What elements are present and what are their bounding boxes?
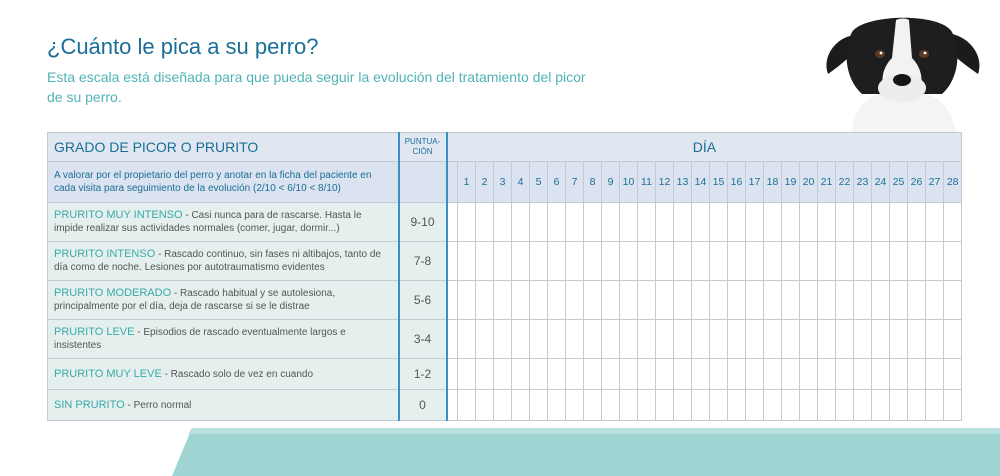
day-entry-cell[interactable] [890, 242, 908, 281]
grade-score: 0 [399, 390, 447, 421]
day-entry-cell[interactable] [800, 242, 818, 281]
day-number: 14 [692, 162, 710, 203]
day-entry-cell[interactable] [764, 281, 782, 320]
day-number: 19 [782, 162, 800, 203]
day-number: 28 [944, 162, 962, 203]
day-entry-cell[interactable] [530, 242, 548, 281]
grade-row [48, 242, 962, 281]
day-entry-cell[interactable] [872, 281, 890, 320]
dog-photo [812, 8, 992, 134]
day-entry-cell[interactable] [566, 359, 584, 390]
day-entry-cell[interactable] [530, 281, 548, 320]
day-entry-cell[interactable] [548, 281, 566, 320]
day-entry-cell[interactable] [818, 390, 836, 421]
day-entry-cell[interactable] [602, 390, 620, 421]
grade-description [48, 390, 399, 421]
day-entry-cell[interactable] [602, 281, 620, 320]
day-number: 27 [926, 162, 944, 203]
day-number: 15 [710, 162, 728, 203]
pruritus-scale-table [47, 132, 962, 421]
day-entry-cell[interactable] [782, 359, 800, 390]
day-entry-cell[interactable] [872, 203, 890, 242]
day-entry-cell[interactable] [458, 390, 476, 421]
day-entry-cell[interactable] [566, 242, 584, 281]
spacer-cell [447, 281, 458, 320]
day-entry-cell[interactable] [710, 320, 728, 359]
grade-detail: - Casi nunca para de rascarse. Hasta le impide realizar sus actividades normales (comer, jugar, dormir...) [54, 210, 362, 234]
day-entry-cell[interactable] [458, 320, 476, 359]
day-entry-cell[interactable] [854, 390, 872, 421]
spacer-cell [447, 359, 458, 390]
day-entry-cell[interactable] [818, 359, 836, 390]
day-entry-cell[interactable] [926, 320, 944, 359]
day-entry-cell[interactable] [566, 203, 584, 242]
day-entry-cell[interactable] [728, 390, 746, 421]
day-entry-cell[interactable] [638, 203, 656, 242]
day-entry-cell[interactable] [890, 359, 908, 390]
grade-description [48, 320, 399, 359]
day-entry-cell[interactable] [494, 320, 512, 359]
day-entry-cell[interactable] [512, 242, 530, 281]
day-entry-cell[interactable] [476, 359, 494, 390]
day-entry-cell[interactable] [908, 242, 926, 281]
day-entry-cell[interactable] [746, 320, 764, 359]
day-number: 9 [602, 162, 620, 203]
grade-row [48, 320, 962, 359]
day-entry-cell[interactable] [512, 320, 530, 359]
day-entry-cell[interactable] [692, 390, 710, 421]
day-entry-cell[interactable] [620, 281, 638, 320]
day-entry-cell[interactable] [746, 242, 764, 281]
day-entry-cell[interactable] [476, 281, 494, 320]
day-entry-cell[interactable] [692, 359, 710, 390]
header-grado: GRADO DE PICOR O PRURITO [48, 133, 399, 162]
page-subtitle: Esta escala está diseñada para que pueda seguir la evolución del tratamiento del picor de su perro. [47, 69, 586, 105]
spacer-cell [447, 390, 458, 421]
day-entry-cell[interactable] [620, 359, 638, 390]
day-entry-cell[interactable] [782, 320, 800, 359]
day-entry-cell[interactable] [854, 281, 872, 320]
day-entry-cell[interactable] [692, 203, 710, 242]
day-entry-cell[interactable] [908, 390, 926, 421]
grade-row [48, 281, 962, 320]
day-entry-cell[interactable] [602, 320, 620, 359]
day-entry-cell[interactable] [764, 320, 782, 359]
day-entry-cell[interactable] [800, 359, 818, 390]
day-entry-cell[interactable] [656, 203, 674, 242]
day-entry-cell[interactable] [638, 359, 656, 390]
day-entry-cell[interactable] [944, 242, 962, 281]
day-entry-cell[interactable] [512, 203, 530, 242]
day-entry-cell[interactable] [692, 281, 710, 320]
day-entry-cell[interactable] [746, 281, 764, 320]
header-puntuacion: PUNTUA-CIÓN [399, 133, 447, 162]
day-entry-cell[interactable] [710, 390, 728, 421]
day-entry-cell[interactable] [908, 320, 926, 359]
day-entry-cell[interactable] [620, 390, 638, 421]
day-entry-cell[interactable] [566, 390, 584, 421]
day-entry-cell[interactable] [620, 242, 638, 281]
grade-name: PRURITO LEVE [54, 326, 135, 338]
day-number: 5 [530, 162, 548, 203]
day-entry-cell[interactable] [854, 242, 872, 281]
day-number: 21 [818, 162, 836, 203]
day-entry-cell[interactable] [476, 242, 494, 281]
day-number: 12 [656, 162, 674, 203]
day-entry-cell[interactable] [890, 203, 908, 242]
day-entry-cell[interactable] [872, 242, 890, 281]
grade-row [48, 359, 962, 390]
day-number: 1 [458, 162, 476, 203]
day-number: 24 [872, 162, 890, 203]
day-entry-cell[interactable] [674, 203, 692, 242]
day-entry-cell[interactable] [782, 390, 800, 421]
day-entry-cell[interactable] [944, 390, 962, 421]
day-entry-cell[interactable] [638, 320, 656, 359]
day-entry-cell[interactable] [620, 203, 638, 242]
day-entry-cell[interactable] [602, 242, 620, 281]
day-entry-cell[interactable] [944, 281, 962, 320]
day-entry-cell[interactable] [800, 390, 818, 421]
day-entry-cell[interactable] [476, 203, 494, 242]
day-entry-cell[interactable] [890, 320, 908, 359]
day-entry-cell[interactable] [872, 359, 890, 390]
page-title: ¿Cuánto le pica a su perro? [47, 34, 319, 59]
day-number: 6 [548, 162, 566, 203]
day-number: 17 [746, 162, 764, 203]
grade-detail: - Episodios de rascado eventualmente largos e insistentes [54, 327, 346, 351]
day-number: 10 [620, 162, 638, 203]
day-entry-cell[interactable] [494, 242, 512, 281]
day-entry-cell[interactable] [872, 320, 890, 359]
day-entry-cell[interactable] [548, 390, 566, 421]
day-number: 25 [890, 162, 908, 203]
spacer-cell [447, 320, 458, 359]
day-entry-cell[interactable] [818, 203, 836, 242]
day-number: 18 [764, 162, 782, 203]
day-entry-cell[interactable] [746, 390, 764, 421]
grade-name: PRURITO MUY INTENSO [54, 209, 183, 221]
day-entry-cell[interactable] [674, 281, 692, 320]
day-entry-cell[interactable] [836, 203, 854, 242]
day-entry-cell[interactable] [638, 242, 656, 281]
day-entry-cell[interactable] [728, 281, 746, 320]
day-entry-cell[interactable] [656, 390, 674, 421]
grade-score: 1-2 [399, 359, 447, 390]
description-cell: A valorar por el propietario del perro y anotar en la ficha del paciente en cada visita para seguimiento de la evolución (2/10 < 6/10 < 8/10) [48, 162, 399, 203]
day-entry-cell[interactable] [926, 359, 944, 390]
day-entry-cell[interactable] [944, 203, 962, 242]
grade-name: PRURITO INTENSO [54, 248, 156, 260]
day-entry-cell[interactable] [548, 203, 566, 242]
day-entry-cell[interactable] [584, 320, 602, 359]
day-entry-cell[interactable] [674, 359, 692, 390]
grade-detail: - Rascado solo de vez en cuando [161, 368, 314, 380]
day-entry-cell[interactable] [764, 203, 782, 242]
day-entry-cell[interactable] [818, 281, 836, 320]
day-number: 23 [854, 162, 872, 203]
day-entry-cell[interactable] [530, 390, 548, 421]
day-entry-cell[interactable] [908, 203, 926, 242]
grade-row [48, 390, 962, 421]
day-entry-cell[interactable] [494, 390, 512, 421]
day-entry-cell[interactable] [656, 281, 674, 320]
puntuacion-blank-cell [399, 162, 447, 203]
day-entry-cell[interactable] [728, 320, 746, 359]
day-entry-cell[interactable] [782, 242, 800, 281]
spacer-cell [447, 242, 458, 281]
day-entry-cell[interactable] [818, 320, 836, 359]
day-number: 20 [800, 162, 818, 203]
day-entry-cell[interactable] [926, 281, 944, 320]
grade-row [48, 203, 962, 242]
day-entry-cell[interactable] [530, 320, 548, 359]
day-entry-cell[interactable] [926, 390, 944, 421]
day-entry-cell[interactable] [458, 359, 476, 390]
day-entry-cell[interactable] [764, 359, 782, 390]
footer-band [0, 428, 1000, 476]
day-entry-cell[interactable] [548, 242, 566, 281]
day-entry-cell[interactable] [620, 320, 638, 359]
grade-score: 9-10 [399, 203, 447, 242]
day-entry-cell[interactable] [782, 203, 800, 242]
day-entry-cell[interactable] [656, 242, 674, 281]
day-entry-cell[interactable] [584, 242, 602, 281]
day-entry-cell[interactable] [836, 320, 854, 359]
grades-body [48, 203, 962, 421]
day-entry-cell[interactable] [566, 281, 584, 320]
day-entry-cell[interactable] [494, 203, 512, 242]
day-entry-cell[interactable] [854, 359, 872, 390]
day-number: 8 [584, 162, 602, 203]
grade-score: 7-8 [399, 242, 447, 281]
grade-name: PRURITO MUY LEVE [54, 367, 162, 380]
grade-score: 3-4 [399, 320, 447, 359]
day-entry-cell[interactable] [602, 203, 620, 242]
day-entry-cell[interactable] [674, 320, 692, 359]
grade-description [48, 281, 399, 320]
day-number: 3 [494, 162, 512, 203]
day-entry-cell[interactable] [908, 359, 926, 390]
grade-name: PRURITO MODERADO [54, 287, 172, 299]
day-entry-cell[interactable] [530, 203, 548, 242]
table-header-row [48, 133, 962, 162]
day-entry-cell[interactable] [692, 320, 710, 359]
day-entry-cell[interactable] [656, 359, 674, 390]
day-entry-cell[interactable] [836, 359, 854, 390]
day-entry-cell[interactable] [944, 359, 962, 390]
day-entry-cell[interactable] [746, 359, 764, 390]
grade-name: SIN PRURITO [54, 398, 125, 411]
day-entry-cell[interactable] [512, 281, 530, 320]
day-number: 7 [566, 162, 584, 203]
day-entry-cell[interactable] [692, 242, 710, 281]
day-entry-cell[interactable] [782, 281, 800, 320]
day-entry-cell[interactable] [458, 242, 476, 281]
day-entry-cell[interactable] [674, 390, 692, 421]
day-number: 26 [908, 162, 926, 203]
day-entry-cell[interactable] [458, 281, 476, 320]
day-entry-cell[interactable] [674, 242, 692, 281]
grade-detail: - Rascado continuo, sin fases ni altibajos, tanto de día como de noche. Lesiones por autotraumatismo evidentes [54, 249, 381, 273]
day-number: 2 [476, 162, 494, 203]
day-entry-cell[interactable] [710, 242, 728, 281]
grade-detail: - Rascado habitual y se autolesiona, principalmente por el día, deja de rascarse si se le distrae [54, 288, 336, 312]
day-entry-cell[interactable] [638, 281, 656, 320]
day-entry-cell[interactable] [944, 320, 962, 359]
day-entry-cell[interactable] [854, 203, 872, 242]
day-entry-cell[interactable] [908, 281, 926, 320]
day-entry-cell[interactable] [800, 281, 818, 320]
grade-detail: - Perro normal [124, 399, 192, 411]
day-entry-cell[interactable] [494, 281, 512, 320]
day-entry-cell[interactable] [818, 242, 836, 281]
header-dia: DÍA [447, 133, 962, 162]
day-entry-cell[interactable] [584, 390, 602, 421]
day-entry-cell[interactable] [728, 242, 746, 281]
spacer-cell [447, 203, 458, 242]
day-entry-cell[interactable] [890, 281, 908, 320]
day-number: 4 [512, 162, 530, 203]
day-entry-cell[interactable] [584, 203, 602, 242]
day-entry-cell[interactable] [584, 359, 602, 390]
day-entry-cell[interactable] [746, 203, 764, 242]
day-entry-cell[interactable] [512, 390, 530, 421]
day-entry-cell[interactable] [602, 359, 620, 390]
grade-score: 5-6 [399, 281, 447, 320]
day-entry-cell[interactable] [566, 320, 584, 359]
day-number: 16 [728, 162, 746, 203]
day-entry-cell[interactable] [494, 359, 512, 390]
day-entry-cell[interactable] [800, 203, 818, 242]
day-entry-cell[interactable] [476, 390, 494, 421]
grade-description [48, 242, 399, 281]
day-entry-cell[interactable] [476, 320, 494, 359]
day-entry-cell[interactable] [872, 390, 890, 421]
day-entry-cell[interactable] [926, 242, 944, 281]
day-number: 13 [674, 162, 692, 203]
day-entry-cell[interactable] [800, 320, 818, 359]
grade-description [48, 203, 399, 242]
day-entry-cell[interactable] [836, 390, 854, 421]
day-entry-cell[interactable] [728, 359, 746, 390]
day-entry-cell[interactable] [710, 281, 728, 320]
day-entry-cell[interactable] [512, 359, 530, 390]
day-entry-cell[interactable] [530, 359, 548, 390]
day-entry-cell[interactable] [854, 320, 872, 359]
day-number: 22 [836, 162, 854, 203]
day-entry-cell[interactable] [926, 203, 944, 242]
spacer-cell [447, 162, 458, 203]
day-entry-cell[interactable] [710, 359, 728, 390]
day-entry-cell[interactable] [656, 320, 674, 359]
day-entry-cell[interactable] [836, 281, 854, 320]
day-entry-cell[interactable] [638, 390, 656, 421]
day-entry-cell[interactable] [890, 390, 908, 421]
day-entry-cell[interactable] [764, 390, 782, 421]
day-entry-cell[interactable] [584, 281, 602, 320]
day-entry-cell[interactable] [728, 203, 746, 242]
grade-description [48, 359, 399, 390]
day-entry-cell[interactable] [710, 203, 728, 242]
day-entry-cell[interactable] [458, 203, 476, 242]
table-description-row [48, 162, 962, 203]
day-entry-cell[interactable] [764, 242, 782, 281]
day-entry-cell[interactable] [836, 242, 854, 281]
day-entry-cell[interactable] [548, 359, 566, 390]
day-entry-cell[interactable] [548, 320, 566, 359]
day-number: 11 [638, 162, 656, 203]
